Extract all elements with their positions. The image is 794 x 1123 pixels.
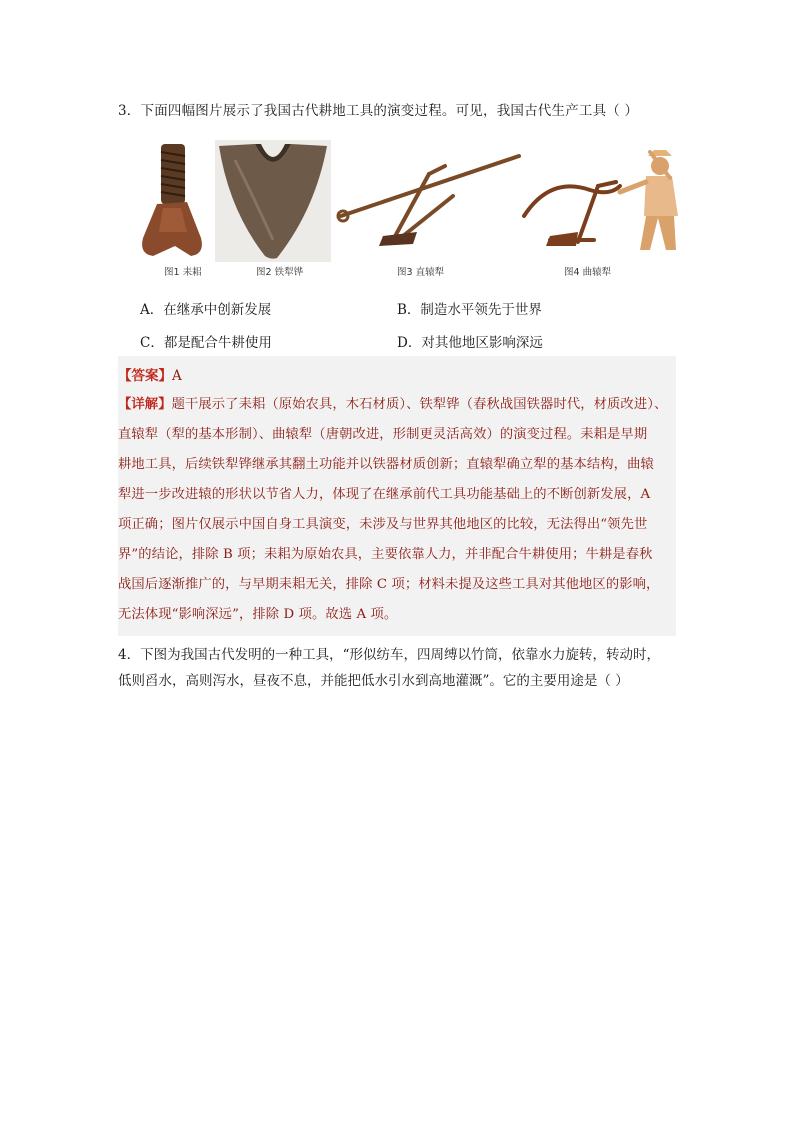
- answer-label: 【答案】: [118, 368, 172, 384]
- figure-2-caption: 图2 铁犁铧: [256, 267, 304, 278]
- answer-value: A: [172, 368, 182, 384]
- detail-line-2: 直辕犁（犁的基本形制）、曲辕犁（唐朝改进，形制更灵活高效）的演变过程。耒耜是早期: [118, 427, 648, 442]
- detail-line-1: 【详解】题干展示了耒耜（原始农具，木石材质）、铁犁铧（春秋战国铁器时代，材质改进）、: [118, 397, 668, 412]
- detail-line-3: 耕地工具，后续铁犁铧继承其翻土功能并以铁器材质创新；直辕犁确立犁的基本结构，曲辕: [118, 457, 654, 472]
- detail-line-7: 战国后逐渐推广的，与早期耒耜无关，排除 C 项；材料未提及这些工具对其他地区的影响，: [118, 577, 660, 592]
- answer-explanation-box: [118, 356, 676, 636]
- figure-4-caption: 图4 曲辕犁: [564, 267, 612, 278]
- option-b[interactable]: B．制造水平领先于世界: [397, 302, 542, 318]
- detail-label: 【详解】: [118, 397, 172, 412]
- leisi-tool-image: [135, 142, 207, 260]
- figure-row: [135, 140, 695, 280]
- straight-shaft-plough-image: [333, 152, 523, 252]
- question-4-stem: [118, 642, 678, 694]
- option-a[interactable]: A．在继承中创新发展: [140, 302, 272, 318]
- answer-line: [118, 364, 182, 384]
- detail-line-6: 界”的结论，排除 B 项；耒耜为原始农具，主要依靠人力，并非配合牛耕使用；牛耕是春秋: [118, 547, 653, 562]
- question-3-stem: 3．下面四幅图片展示了我国古代耕地工具的演变过程。可见，我国古代生产工具（ ）: [118, 103, 639, 119]
- question-4-line-2: 低则舀水，高则泻水，昼夜不息，并能把低水引水到高地灌溉”。它的主要用途是（ ）: [118, 673, 629, 689]
- iron-ploughshare-image: [215, 140, 331, 262]
- detail-line-5: 项正确；图片仅展示中国自身工具演变，未涉及与世界其他地区的比较，无法得出“领先世: [118, 517, 648, 532]
- option-c[interactable]: C．都是配合牛耕使用: [140, 335, 272, 351]
- detail-line-4: 犁进一步改进辕的形状以节省人力，体现了在继承前代工具功能基础上的不断创新发展，A: [118, 487, 651, 502]
- figure-3-caption: 图3 直辕犁: [397, 267, 445, 278]
- question-4-line-1: 4．下图为我国古代发明的一种工具，“形似纺车，四周缚以竹筒，依靠水力旋转，转动时，: [118, 647, 660, 663]
- figure-1-caption: 图1 耒耜: [164, 267, 202, 278]
- detail-line-8: 无法体现“影响深远”，排除 D 项。故选 A 项。: [118, 607, 398, 622]
- option-d[interactable]: D．对其他地区影响深远: [397, 335, 543, 351]
- curved-shaft-plough-image: [520, 146, 690, 254]
